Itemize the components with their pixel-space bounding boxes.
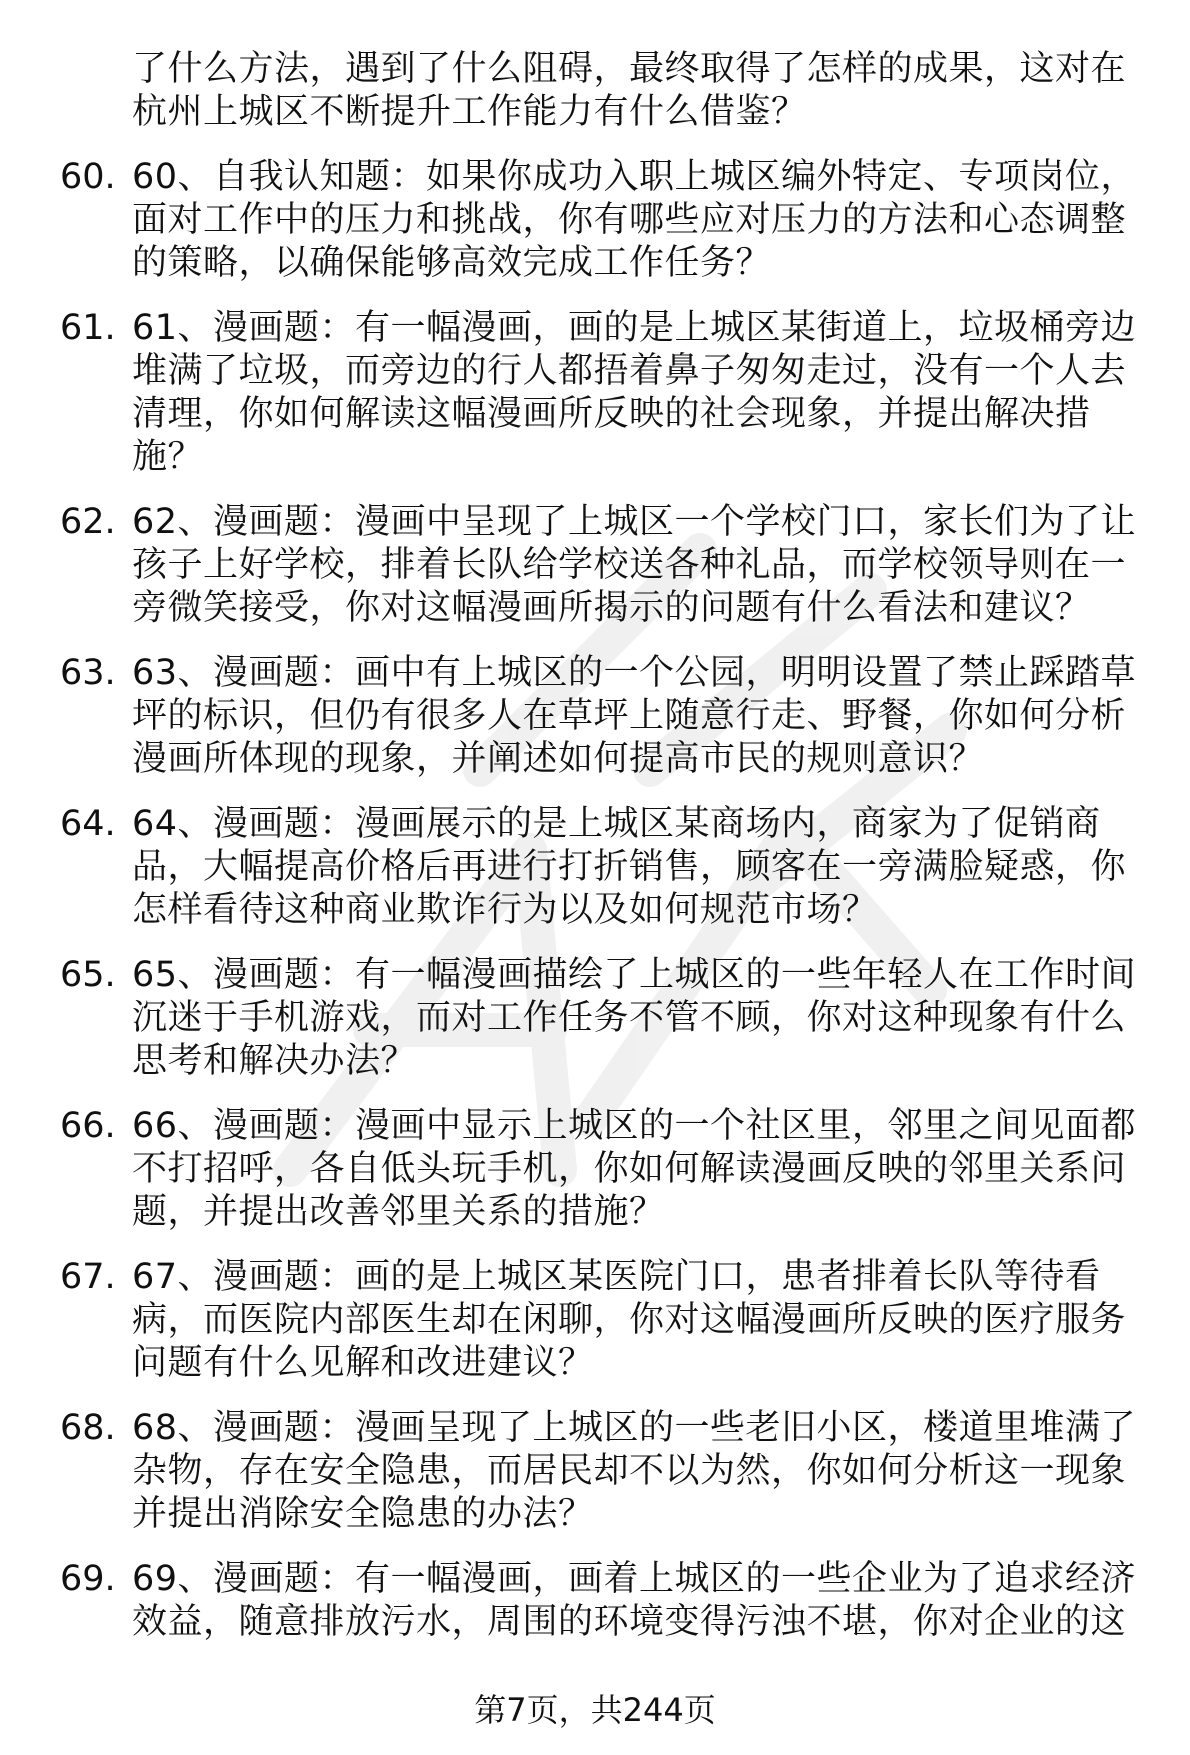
list-item-number: 63. [60, 653, 116, 693]
list-item-number: 68. [60, 1408, 116, 1448]
list-item-text: 69、漫画题：有一幅漫画，画着上城区的一些企业为了追求经济效益，随意排放污水，周围的环境变得污浊不堪，你对企业的这 [132, 1559, 1137, 1642]
list-item-text: 68、漫画题：漫画呈现了上城区的一些老旧小区，楼道里堆满了杂物，存在安全隐患，而居民却不以为然，你如何分析这一现象并提出消除安全隐患的办法？ [132, 1408, 1137, 1534]
list-item [60, 501, 1150, 630]
list-item-text: 66、漫画题：漫画中显示上城区的一个社区里，邻里之间见面都不打招呼，各自低头玩手机，你如何解读漫画反映的邻里关系问题，并提出改善邻里关系的措施？ [132, 1106, 1137, 1232]
list-item-text: 67、漫画题：画的是上城区某医院门口，患者排着长队等待看病，而医院内部医生却在闲聊，你对这幅漫画所反映的医疗服务问题有什么见解和改进建议？ [132, 1257, 1127, 1383]
list-item-text: 62、漫画题：漫画中呈现了上城区一个学校门口，家长们为了让孩子上好学校，排着长队给学校送各种礼品，而学校领导则在一旁微笑接受，你对这幅漫画所揭示的问题有什么看法和建议？ [132, 502, 1137, 628]
page-number-footer: 第7页，共244页 [474, 1691, 716, 1729]
list-item [60, 803, 1150, 932]
list-item-number: 66. [60, 1106, 116, 1146]
document-content [60, 48, 1150, 1666]
list-item-text: 60、自我认知题：如果你成功入职上城区编外特定、专项岗位，面对工作中的压力和挑战，你有哪些应对压力的方法和心态调整的策略，以确保能够高效完成工作任务？ [132, 157, 1137, 283]
list-item-text: 65、漫画题：有一幅漫画描绘了上城区的一些年轻人在工作时间沉迷于手机游戏，而对工作任务不管不顾，你对这种现象有什么思考和解决办法？ [132, 955, 1137, 1081]
list-item-number: 67. [60, 1257, 116, 1297]
list-item-number: 65. [60, 955, 116, 995]
list-item-number: 62. [60, 502, 116, 542]
list-item [60, 307, 1150, 479]
list-item [60, 954, 1150, 1083]
list-item-number: 69. [60, 1559, 116, 1599]
list-item-number: 64. [60, 804, 116, 844]
list-item [60, 156, 1150, 285]
list-item-text: 64、漫画题：漫画展示的是上城区某商场内，商家为了促销商品，大幅提高价格后再进行打折销售，顾客在一旁满脸疑惑，你怎样看待这种商业欺诈行为以及如何规范市场？ [132, 804, 1127, 930]
list-item [60, 652, 1150, 781]
list-item-text: 61、漫画题：有一幅漫画，画的是上城区某街道上，垃圾桶旁边堆满了垃圾，而旁边的行人都捂着鼻子匆匆走过，没有一个人去清理，你如何解读这幅漫画所反映的社会现象，并提出解决措施？ [132, 308, 1137, 477]
list-item [60, 1558, 1150, 1644]
list-item [60, 1105, 1150, 1234]
list-item [60, 1407, 1150, 1536]
continued-paragraph: 了什么方法，遇到了什么阻碍，最终取得了怎样的成果，这对在杭州上城区不断提升工作能力有什么借鉴？ [132, 49, 1127, 132]
list-item [60, 1256, 1150, 1385]
list-item-text: 63、漫画题：画中有上城区的一个公园，明明设置了禁止踩踏草坪的标识，但仍有很多人在草坪上随意行走、野餐，你如何分析漫画所体现的现象，并阐述如何提高市民的规则意识？ [132, 653, 1137, 779]
list-item-number: 61. [60, 308, 116, 348]
list-item-number: 60. [60, 157, 116, 197]
